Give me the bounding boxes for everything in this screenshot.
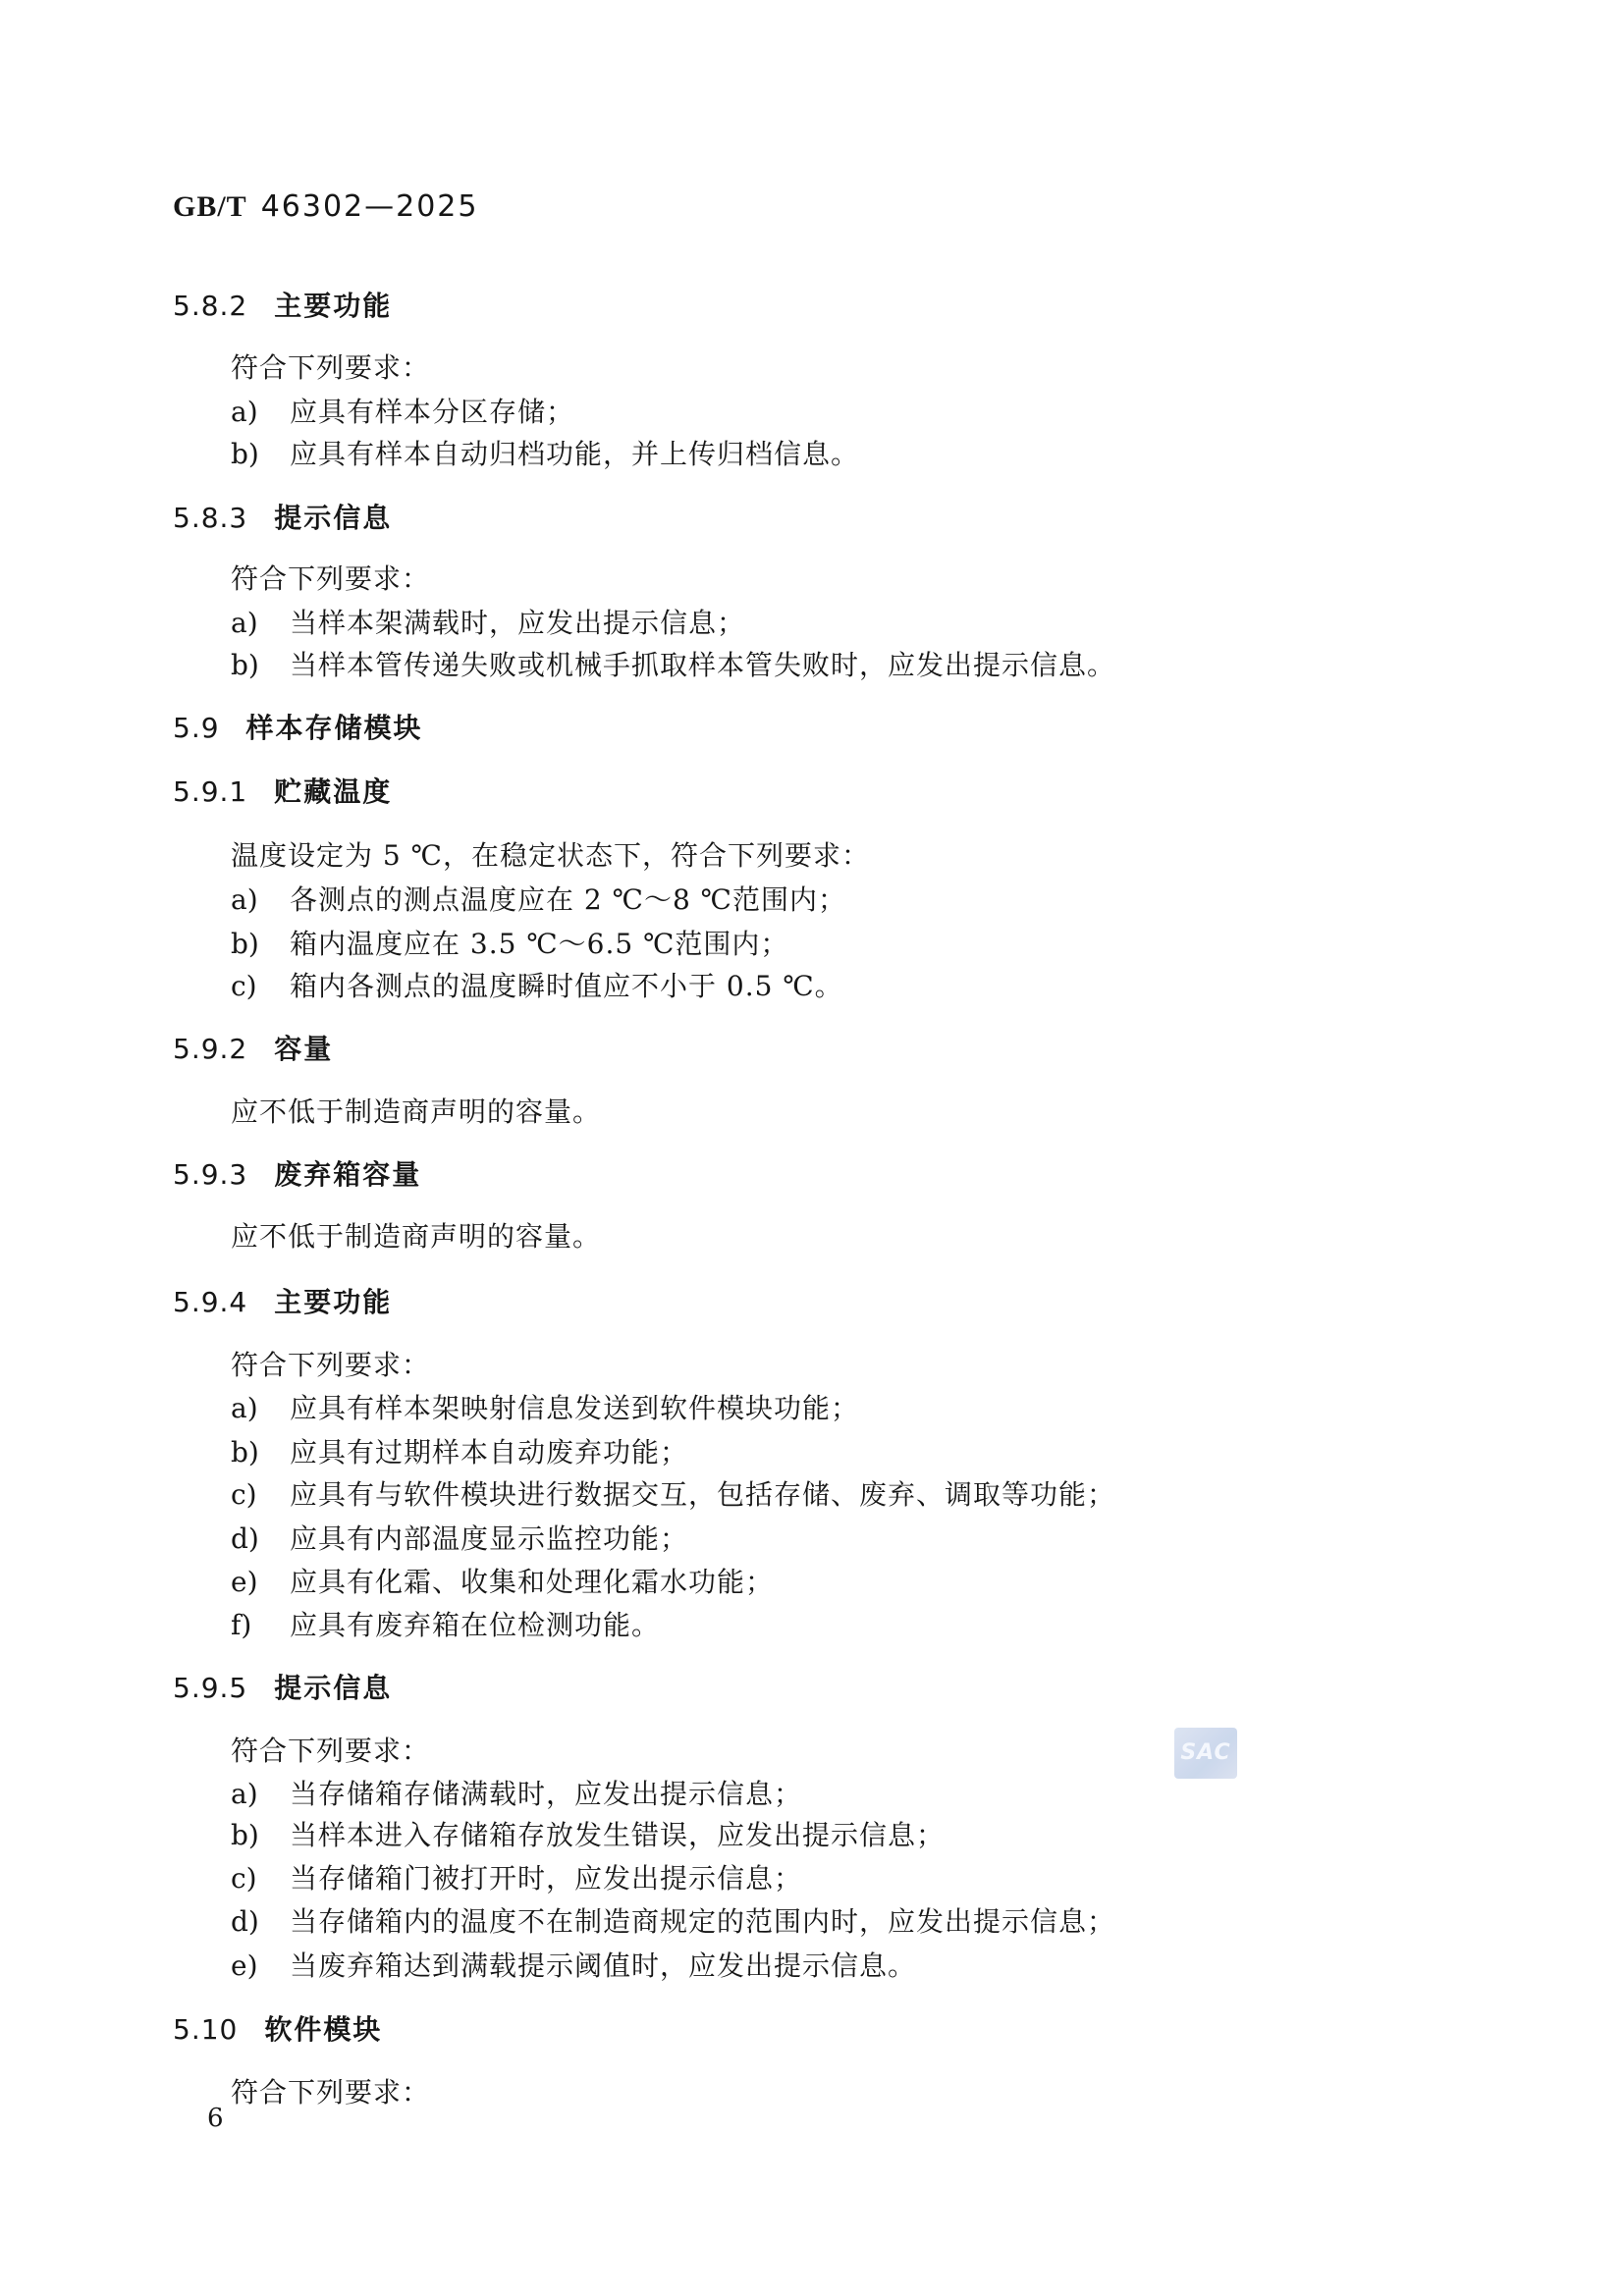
section-number: 5.8.3 — [173, 502, 248, 534]
list-item — [231, 1561, 774, 1604]
list-item — [231, 1473, 1115, 1517]
section-heading-5-9 — [173, 707, 423, 750]
item-text: 当样本架满载时，应发出提示信息； — [290, 607, 746, 639]
section-number: 5.9.1 — [173, 775, 248, 808]
section-title: 提示信息 — [274, 502, 393, 534]
page-number: 6 — [207, 2104, 224, 2133]
list-item — [231, 602, 745, 645]
section-title: 废弃箱容量 — [274, 1158, 422, 1191]
item-text: 当样本进入存储箱存放发生错误，应发出提示信息； — [290, 1819, 946, 1851]
item-label: a) — [231, 1392, 258, 1424]
body-paragraph: 应不低于制造商声明的容量。 — [231, 1220, 602, 1253]
doc-number: 46302—2025 — [260, 189, 479, 224]
item-label: b) — [231, 928, 259, 960]
section-title: 主要功能 — [274, 1286, 393, 1318]
intro-paragraph: 符合下列要求： — [231, 351, 431, 384]
section-title: 贮藏温度 — [274, 775, 393, 808]
doc-header — [173, 185, 479, 230]
section-number: 5.9.4 — [173, 1286, 248, 1318]
item-text: 应具有化霜、收集和处理化霜水功能； — [290, 1566, 775, 1598]
item-text: 应具有内部温度显示监控功能； — [290, 1522, 689, 1555]
item-label: a) — [231, 396, 258, 428]
section-number: 5.9.5 — [173, 1672, 248, 1704]
list-item — [231, 923, 788, 966]
item-text: 应具有过期样本自动废弃功能； — [290, 1436, 689, 1468]
item-label: b) — [231, 649, 259, 681]
intro-paragraph: 符合下列要求： — [231, 562, 431, 595]
intro-paragraph: 符合下列要求： — [231, 2076, 431, 2109]
list-item — [231, 644, 1115, 687]
section-heading-5-8-2 — [173, 285, 392, 328]
item-text: 应具有废弃箱在位检测功能。 — [290, 1609, 661, 1641]
item-text: 当存储箱存储满载时，应发出提示信息； — [290, 1778, 803, 1810]
section-heading-5-9-2 — [173, 1028, 333, 1071]
item-text: 应具有样本架映射信息发送到软件模块功能； — [290, 1392, 860, 1424]
item-text: 箱内各测点的温度瞬时值应不小于 0.5 ℃。 — [290, 970, 843, 1002]
section-heading-5-9-3 — [173, 1153, 421, 1197]
list-item — [231, 1857, 802, 1900]
section-heading-5-10 — [173, 2008, 382, 2052]
item-text: 当样本管传递失败或机械手抓取样本管失败时，应发出提示信息。 — [290, 649, 1116, 681]
list-item — [231, 879, 846, 922]
item-label: c) — [231, 970, 257, 1002]
section-title: 容量 — [274, 1033, 334, 1065]
item-label: e) — [231, 1566, 258, 1598]
item-label: e) — [231, 1949, 258, 1982]
list-item — [231, 1814, 945, 1857]
intro-paragraph: 温度设定为 5 ℃，在稳定状态下，符合下列要求： — [231, 839, 870, 872]
list-item — [231, 965, 843, 1008]
item-label: b) — [231, 438, 259, 470]
body-paragraph: 应不低于制造商声明的容量。 — [231, 1095, 602, 1128]
item-label: a) — [231, 883, 258, 916]
section-title: 软件模块 — [264, 2013, 383, 2046]
item-text: 应具有与软件模块进行数据交互，包括存储、废弃、调取等功能； — [290, 1478, 1116, 1511]
item-text: 应具有样本分区存储； — [290, 396, 575, 428]
item-label: a) — [231, 607, 258, 639]
item-label: a) — [231, 1778, 258, 1810]
section-title: 样本存储模块 — [245, 712, 423, 744]
item-text: 各测点的测点温度应在 2 ℃～8 ℃范围内； — [290, 883, 846, 916]
list-item — [231, 1604, 660, 1647]
item-text: 当废弃箱达到满载提示阈值时，应发出提示信息。 — [290, 1949, 917, 1982]
item-label: d) — [231, 1905, 259, 1938]
section-heading-5-9-4 — [173, 1281, 392, 1324]
intro-paragraph: 符合下列要求： — [231, 1735, 431, 1767]
section-number: 5.10 — [173, 2013, 239, 2046]
item-text: 箱内温度应在 3.5 ℃～6.5 ℃范围内； — [290, 928, 789, 960]
list-item — [231, 433, 859, 476]
section-number: 5.9 — [173, 712, 220, 744]
section-number: 5.9.2 — [173, 1033, 248, 1065]
item-label: f) — [231, 1609, 252, 1641]
item-text: 应具有样本自动归档功能，并上传归档信息。 — [290, 438, 860, 470]
list-item — [231, 391, 574, 434]
section-number: 5.8.2 — [173, 290, 248, 322]
list-item — [231, 1387, 859, 1430]
item-label: d) — [231, 1522, 259, 1555]
item-label: b) — [231, 1436, 259, 1468]
item-text: 当存储箱内的温度不在制造商规定的范围内时，应发出提示信息； — [290, 1905, 1116, 1938]
list-item — [231, 1518, 688, 1561]
item-label: c) — [231, 1478, 257, 1511]
section-title: 提示信息 — [274, 1672, 393, 1704]
item-label: b) — [231, 1819, 259, 1851]
list-item — [231, 1431, 688, 1474]
section-heading-5-9-5 — [173, 1667, 392, 1710]
section-heading-5-8-3 — [173, 497, 392, 540]
sac-watermark-logo: SAC — [1174, 1728, 1237, 1779]
section-title: 主要功能 — [274, 290, 393, 322]
section-heading-5-9-1 — [173, 771, 392, 814]
item-text: 当存储箱门被打开时，应发出提示信息； — [290, 1862, 803, 1895]
list-item — [231, 1945, 916, 1988]
doc-code: GB/T — [173, 190, 247, 223]
item-label: c) — [231, 1862, 257, 1895]
list-item — [231, 1900, 1115, 1944]
list-item — [231, 1773, 802, 1816]
intro-paragraph: 符合下列要求： — [231, 1349, 431, 1381]
section-number: 5.9.3 — [173, 1158, 248, 1191]
